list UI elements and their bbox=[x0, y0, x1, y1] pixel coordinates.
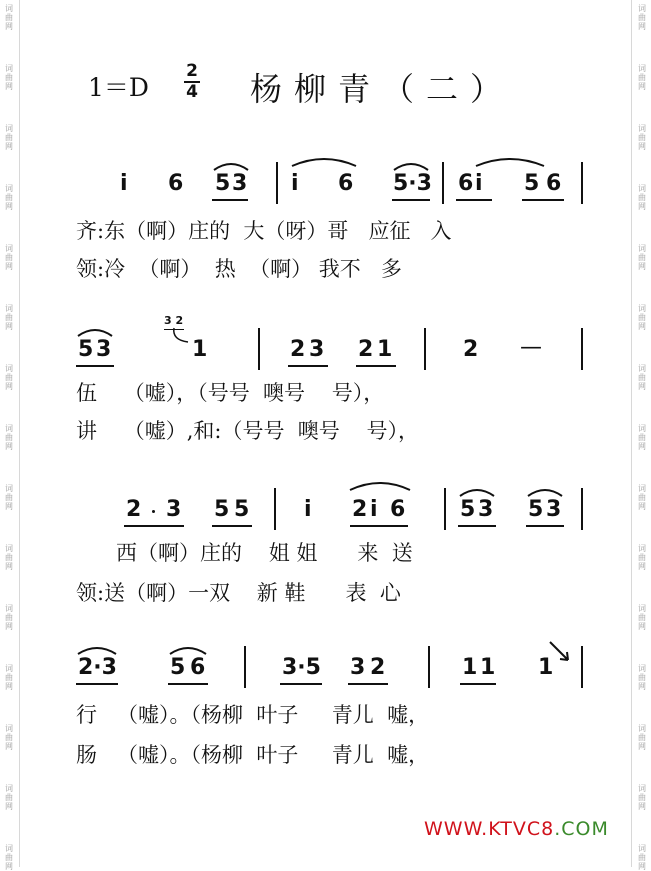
side-watermark-char: 曲 bbox=[5, 313, 13, 322]
side-watermark-char: 曲 bbox=[5, 673, 13, 682]
side-watermark-char: 词 bbox=[5, 724, 13, 733]
side-watermark-char: 曲 bbox=[638, 733, 646, 742]
note: 6 bbox=[190, 655, 206, 680]
note: 3 bbox=[166, 497, 182, 522]
side-watermark-char: 曲 bbox=[638, 193, 646, 202]
right-margin-line bbox=[631, 0, 632, 867]
side-watermark-char: 曲 bbox=[638, 133, 646, 142]
slur bbox=[458, 484, 496, 498]
side-watermark-char: 网 bbox=[5, 442, 13, 451]
note: 6 bbox=[546, 171, 562, 196]
side-watermark-char: 曲 bbox=[5, 13, 13, 22]
side-watermark-group bbox=[2, 64, 16, 91]
note: 5·3 bbox=[393, 171, 432, 196]
side-watermark-char: 曲 bbox=[638, 853, 646, 862]
note: 3 bbox=[232, 171, 248, 196]
side-watermark-char: 词 bbox=[5, 544, 13, 553]
side-watermark-char: 曲 bbox=[5, 793, 13, 802]
side-watermark-group bbox=[635, 64, 649, 91]
side-watermark-char: 网 bbox=[638, 562, 646, 571]
slur bbox=[76, 324, 114, 338]
note: 1 bbox=[538, 655, 554, 680]
underline bbox=[458, 525, 496, 527]
lyrics-line-1: 西（啊）庄的 姐 姐 来 送 bbox=[116, 541, 413, 565]
note: 5 bbox=[78, 337, 94, 362]
side-watermark-char: 词 bbox=[5, 64, 13, 73]
side-watermark-char: 网 bbox=[638, 442, 646, 451]
notation-row bbox=[0, 150, 651, 200]
side-watermark-group bbox=[635, 364, 649, 391]
side-watermark-char: 曲 bbox=[638, 13, 646, 22]
side-watermark-group bbox=[2, 424, 16, 451]
note: 6 bbox=[390, 497, 406, 522]
side-watermark-group bbox=[2, 544, 16, 571]
side-watermark-char: 网 bbox=[5, 322, 13, 331]
glissando-arrow-icon bbox=[548, 640, 572, 664]
side-watermark-char: 网 bbox=[638, 382, 646, 391]
side-watermark-char: 网 bbox=[638, 322, 646, 331]
underline bbox=[288, 365, 328, 367]
side-watermark-char: 词 bbox=[5, 364, 13, 373]
side-watermark-char: 词 bbox=[5, 304, 13, 313]
side-watermark-char: 网 bbox=[638, 622, 646, 631]
underline bbox=[348, 683, 388, 685]
note: 2 bbox=[290, 337, 306, 362]
underline bbox=[356, 365, 396, 367]
note: 2 bbox=[463, 337, 479, 362]
side-watermark-char: 网 bbox=[638, 682, 646, 691]
barline bbox=[428, 646, 430, 688]
notation-row bbox=[0, 312, 651, 362]
barline bbox=[276, 162, 278, 204]
side-watermark-char: 曲 bbox=[5, 853, 13, 862]
side-watermark-char: 词 bbox=[638, 604, 646, 613]
right-watermark-strip bbox=[633, 0, 651, 871]
side-watermark-char: 网 bbox=[5, 502, 13, 511]
watermark-prefix: WWW. bbox=[424, 818, 489, 840]
underline bbox=[76, 365, 114, 367]
side-watermark-char: 词 bbox=[638, 544, 646, 553]
note: 5 bbox=[215, 171, 231, 196]
side-watermark-group bbox=[2, 784, 16, 811]
side-watermark-char: 网 bbox=[5, 622, 13, 631]
lyrics-line-2: 领:送（啊）一双 新 鞋 表 心 bbox=[76, 581, 401, 605]
underline bbox=[456, 199, 492, 201]
note: 3 bbox=[350, 655, 366, 680]
lyrics-line-1: 行 （嘘）。（杨柳 叶子 青儿 嘘， bbox=[76, 703, 430, 727]
barline bbox=[444, 488, 446, 530]
side-watermark-char: 词 bbox=[5, 664, 13, 673]
slur bbox=[348, 476, 412, 492]
left-watermark-strip bbox=[0, 0, 18, 871]
side-watermark-char: 网 bbox=[5, 142, 13, 151]
side-watermark-char: 网 bbox=[638, 502, 646, 511]
side-watermark-char: 网 bbox=[5, 22, 13, 31]
side-watermark-char: 曲 bbox=[638, 553, 646, 562]
side-watermark-char: 网 bbox=[5, 802, 13, 811]
underline bbox=[460, 683, 496, 685]
side-watermark-char: 网 bbox=[5, 742, 13, 751]
side-watermark-char: 曲 bbox=[638, 433, 646, 442]
song-title: 杨柳青（二） bbox=[250, 70, 515, 108]
note: 6 bbox=[458, 171, 474, 196]
side-watermark-char: 网 bbox=[5, 382, 13, 391]
side-watermark-char: 网 bbox=[638, 22, 646, 31]
note: 3 bbox=[96, 337, 112, 362]
side-watermark-group bbox=[2, 604, 16, 631]
note: 6 bbox=[338, 171, 354, 196]
side-watermark-char: 词 bbox=[638, 424, 646, 433]
side-watermark-char: 曲 bbox=[5, 433, 13, 442]
side-watermark-char: 曲 bbox=[5, 193, 13, 202]
side-watermark-char: 词 bbox=[638, 184, 646, 193]
underline bbox=[212, 525, 252, 527]
dot bbox=[152, 510, 155, 513]
slur bbox=[76, 642, 118, 656]
dash: — bbox=[520, 335, 542, 360]
side-watermark-char: 网 bbox=[638, 802, 646, 811]
barline bbox=[274, 488, 276, 530]
note: 2 bbox=[126, 497, 142, 522]
side-watermark-char: 网 bbox=[5, 262, 13, 271]
note: 3·5 bbox=[282, 655, 321, 680]
notation-row bbox=[0, 632, 651, 682]
side-watermark-char: 曲 bbox=[5, 493, 13, 502]
side-watermark-group bbox=[2, 724, 16, 751]
note: 5 bbox=[170, 655, 186, 680]
side-watermark-char: 曲 bbox=[638, 253, 646, 262]
side-watermark-char: 词 bbox=[638, 784, 646, 793]
note: 5 bbox=[460, 497, 476, 522]
grace-slur bbox=[172, 326, 192, 346]
side-watermark-char: 曲 bbox=[638, 673, 646, 682]
watermark-brand: KTVC8 bbox=[488, 818, 555, 840]
side-watermark-char: 曲 bbox=[5, 133, 13, 142]
side-watermark-char: 曲 bbox=[638, 313, 646, 322]
note: 5 bbox=[214, 497, 230, 522]
side-watermark-char: 网 bbox=[638, 142, 646, 151]
side-watermark-char: 词 bbox=[5, 844, 13, 853]
side-watermark-char: 网 bbox=[5, 82, 13, 91]
side-watermark-group bbox=[635, 424, 649, 451]
lyrics-line-2: 讲 （嘘）,和:（号号 噢号 号）， bbox=[76, 419, 420, 443]
note: i bbox=[120, 171, 128, 196]
note: i bbox=[475, 171, 483, 196]
underline bbox=[168, 683, 208, 685]
note: 2 bbox=[370, 655, 386, 680]
slur bbox=[526, 484, 564, 498]
side-watermark-char: 曲 bbox=[638, 73, 646, 82]
slur bbox=[168, 642, 208, 656]
side-watermark-char: 词 bbox=[638, 484, 646, 493]
underline bbox=[522, 199, 564, 201]
meter-bottom: 4 bbox=[186, 82, 198, 102]
side-watermark-char: 曲 bbox=[638, 493, 646, 502]
side-watermark-char: 词 bbox=[5, 784, 13, 793]
side-watermark-char: 词 bbox=[5, 424, 13, 433]
side-watermark-char: 网 bbox=[638, 82, 646, 91]
side-watermark-group bbox=[2, 4, 16, 31]
side-watermark-char: 曲 bbox=[638, 373, 646, 382]
barline bbox=[581, 162, 583, 204]
note: 1 bbox=[192, 337, 208, 362]
side-watermark-char: 词 bbox=[638, 244, 646, 253]
side-watermark-char: 词 bbox=[5, 124, 13, 133]
side-watermark-char: 网 bbox=[638, 262, 646, 271]
lyrics-line-1: 伍 （嘘），（号号 噢号 号）， bbox=[76, 381, 385, 405]
side-watermark-char: 词 bbox=[638, 4, 646, 13]
underline bbox=[124, 525, 184, 527]
side-watermark-group bbox=[635, 4, 649, 31]
underline bbox=[76, 683, 118, 685]
side-watermark-char: 曲 bbox=[5, 553, 13, 562]
barline bbox=[581, 488, 583, 530]
score-header bbox=[88, 60, 568, 108]
note: 5 bbox=[528, 497, 544, 522]
side-watermark-char: 网 bbox=[638, 742, 646, 751]
note: 3 bbox=[546, 497, 562, 522]
note: 2·3 bbox=[78, 655, 117, 680]
side-watermark-char: 网 bbox=[5, 562, 13, 571]
side-watermark-char: 曲 bbox=[5, 613, 13, 622]
side-watermark-char: 曲 bbox=[5, 373, 13, 382]
side-watermark-group bbox=[635, 244, 649, 271]
barline bbox=[424, 328, 426, 370]
barline bbox=[442, 162, 444, 204]
side-watermark-char: 网 bbox=[638, 862, 646, 871]
side-watermark-char: 词 bbox=[638, 364, 646, 373]
note: i bbox=[291, 171, 299, 196]
site-watermark bbox=[424, 818, 609, 840]
side-watermark-char: 词 bbox=[5, 244, 13, 253]
note: 2 bbox=[358, 337, 374, 362]
note: 5 bbox=[234, 497, 250, 522]
key-signature: 1＝D bbox=[88, 73, 149, 102]
note: 6 bbox=[168, 171, 184, 196]
note: 1 bbox=[480, 655, 496, 680]
side-watermark-char: 网 bbox=[638, 202, 646, 211]
side-watermark-char: 词 bbox=[638, 844, 646, 853]
meter-top: 2 bbox=[186, 61, 198, 81]
note: 1 bbox=[462, 655, 478, 680]
side-watermark-char: 网 bbox=[5, 862, 13, 871]
lyrics-line-2: 领:冷 （啊） 热 （啊） 我不 多 bbox=[76, 257, 402, 281]
side-watermark-group bbox=[635, 724, 649, 751]
time-signature bbox=[182, 62, 202, 102]
side-watermark-group bbox=[635, 544, 649, 571]
note: 1 bbox=[377, 337, 393, 362]
note: i bbox=[370, 497, 378, 522]
side-watermark-group bbox=[2, 364, 16, 391]
side-watermark-char: 词 bbox=[638, 64, 646, 73]
side-watermark-char: 词 bbox=[5, 604, 13, 613]
side-watermark-char: 词 bbox=[638, 664, 646, 673]
notation-row bbox=[0, 472, 651, 522]
side-watermark-group bbox=[2, 244, 16, 271]
side-watermark-char: 网 bbox=[5, 682, 13, 691]
note: 3 bbox=[478, 497, 494, 522]
side-watermark-group bbox=[635, 124, 649, 151]
underline bbox=[280, 683, 322, 685]
barline bbox=[244, 646, 246, 688]
slur bbox=[290, 152, 358, 168]
side-watermark-char: 曲 bbox=[5, 733, 13, 742]
side-watermark-char: 曲 bbox=[638, 613, 646, 622]
side-watermark-char: 词 bbox=[638, 304, 646, 313]
left-margin-line bbox=[19, 0, 20, 867]
slur bbox=[474, 152, 546, 168]
note: i bbox=[304, 497, 312, 522]
barline bbox=[581, 646, 583, 688]
underline bbox=[212, 199, 248, 201]
note: 2 bbox=[352, 497, 368, 522]
barline bbox=[581, 328, 583, 370]
underline bbox=[392, 199, 430, 201]
side-watermark-char: 曲 bbox=[638, 793, 646, 802]
side-watermark-group bbox=[2, 124, 16, 151]
underline bbox=[526, 525, 564, 527]
slur bbox=[392, 158, 430, 172]
underline bbox=[350, 525, 408, 527]
side-watermark-char: 曲 bbox=[5, 253, 13, 262]
note: 3 bbox=[309, 337, 325, 362]
lyrics-line-2: 肠 （嘘）。（杨柳 叶子 青儿 嘘， bbox=[76, 743, 430, 767]
side-watermark-char: 词 bbox=[638, 124, 646, 133]
lyrics-line-1: 齐:东（啊）庄的 大（呀）哥 应征 入 bbox=[76, 219, 452, 243]
grace-notes: 3 2 bbox=[164, 314, 184, 327]
side-watermark-char: 词 bbox=[638, 724, 646, 733]
side-watermark-char: 曲 bbox=[5, 73, 13, 82]
side-watermark-group bbox=[635, 784, 649, 811]
note: 5 bbox=[524, 171, 540, 196]
side-watermark-char: 词 bbox=[5, 484, 13, 493]
barline bbox=[258, 328, 260, 370]
side-watermark-char: 词 bbox=[5, 184, 13, 193]
side-watermark-char: 词 bbox=[5, 4, 13, 13]
side-watermark-group bbox=[635, 604, 649, 631]
side-watermark-char: 网 bbox=[5, 202, 13, 211]
watermark-suffix: .COM bbox=[554, 818, 609, 840]
slur bbox=[212, 158, 250, 172]
